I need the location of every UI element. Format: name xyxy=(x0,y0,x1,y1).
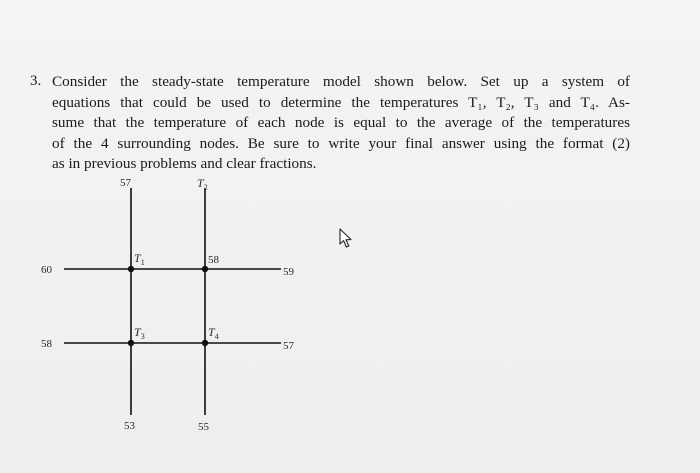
problem-line-1: Consider the steady-state temperature model shown below. Set up a system of xyxy=(52,73,630,90)
problem-number: 3. xyxy=(30,73,42,89)
node-t1 xyxy=(128,266,134,272)
node-t2 xyxy=(202,266,208,272)
problem-line-3: sume that the temperature of each node is equal to the average of the temperatures xyxy=(52,114,630,131)
boundary-top-right-label: $T_2$ xyxy=(197,176,208,192)
boundary-upper-left-label: 60 xyxy=(41,264,52,276)
node-label-t4: $T_4$ xyxy=(208,325,219,341)
problem-line-2: equations that could be used to determine the temperatures T₁, T₂, T₃ and T₄. As- xyxy=(52,93,630,111)
node-label-t1: $T_1$ xyxy=(134,251,145,267)
boundary-upper-middle-label: 58 xyxy=(208,254,219,266)
boundary-upper-right-label: 59 xyxy=(283,266,294,278)
boundary-bottom-right-label: 55 xyxy=(198,421,209,433)
node-t3 xyxy=(128,340,134,346)
node-label-t3: $T_3$ xyxy=(134,325,145,341)
boundary-lower-left-label: 58 xyxy=(41,338,52,350)
mouse-pointer-icon xyxy=(340,229,351,247)
boundary-lower-right-label: 57 xyxy=(283,340,294,352)
boundary-top-left-label: 57 xyxy=(120,177,131,189)
boundary-bottom-left-label: 53 xyxy=(124,420,135,432)
problem-line-5: as in previous problems and clear fractions. xyxy=(52,155,317,172)
node-t4 xyxy=(202,340,208,346)
problem-line-4: of the 4 surrounding nodes. Be sure to write your final answer using the format (2) xyxy=(52,134,630,152)
